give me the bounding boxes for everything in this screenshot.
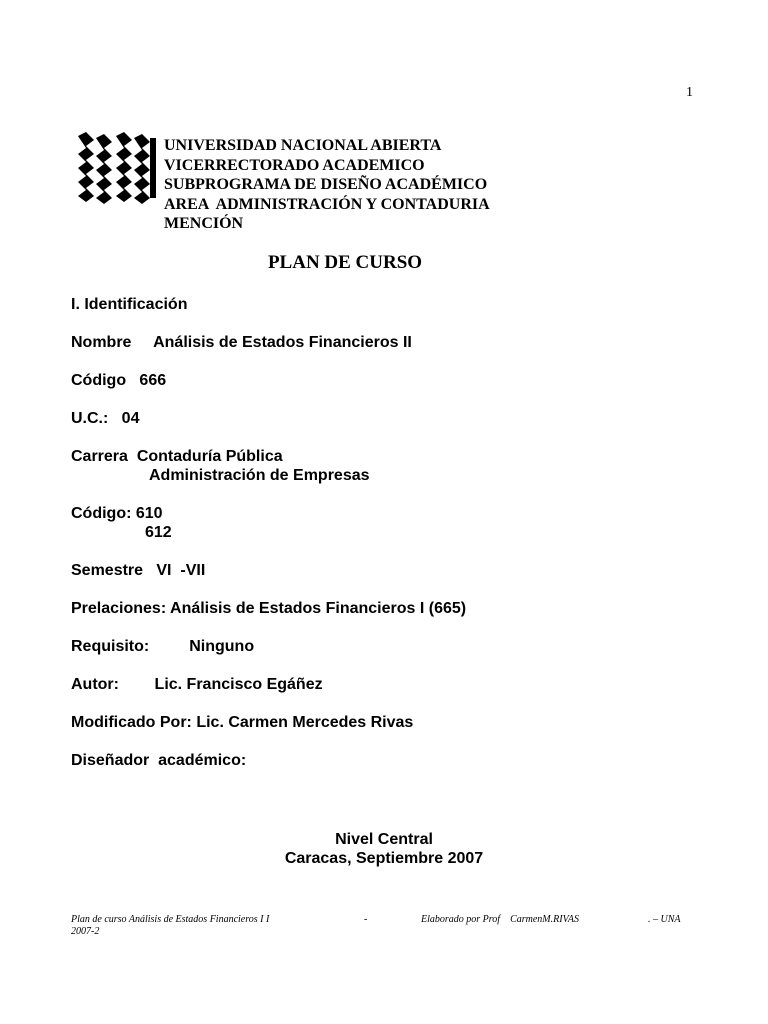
footer-middle: Elaborado por Prof CarmenM.RIVAS xyxy=(421,914,580,925)
field-prelaciones: Prelaciones: Análisis de Estados Financieros I (665) xyxy=(71,600,467,617)
field-semestre: Semestre VI -VII xyxy=(71,562,206,579)
header-line: UNIVERSIDAD NACIONAL ABIERTA xyxy=(164,137,442,154)
page-number: 1 xyxy=(686,85,693,100)
field-codigo-carrera-line2: 612 xyxy=(145,524,172,541)
location-line1: Nivel Central xyxy=(335,831,433,848)
field-uc: U.C.: 04 xyxy=(71,410,140,427)
field-disenador: Diseñador académico: xyxy=(71,752,247,769)
field-carrera: Carrera Contaduría Pública xyxy=(71,448,283,465)
footer-left: Plan de curso Análisis de Estados Financieros I I xyxy=(71,914,270,925)
header-line: MENCIÓN xyxy=(164,215,244,232)
field-requisito: Requisito: Ninguno xyxy=(71,638,255,655)
field-carrera-line2: Administración de Empresas xyxy=(149,467,370,484)
footer-dash: - xyxy=(364,914,368,925)
field-nombre: Nombre Análisis de Estados Financieros II xyxy=(71,334,412,351)
footer-right: . – UNA xyxy=(648,914,681,925)
section-heading: I. Identificación xyxy=(71,296,188,313)
header-line: VICERRECTORADO ACADEMICO xyxy=(164,156,425,174)
field-codigo-carrera: Código: 610 xyxy=(71,505,163,522)
field-modificado: Modificado Por: Lic. Carmen Mercedes Rivas xyxy=(71,714,414,731)
header-line: SUBPROGRAMA DE DISEÑO ACADÉMICO xyxy=(164,176,488,193)
institution-header xyxy=(164,136,490,234)
header-line: AREA ADMINISTRACIÓN Y CONTADURIA xyxy=(164,195,490,213)
field-autor: Autor: Lic. Francisco Egáñez xyxy=(71,676,323,693)
document-title: PLAN DE CURSO xyxy=(267,252,423,273)
field-codigo: Código 666 xyxy=(71,372,167,389)
footer-second-line: 2007-2 xyxy=(71,926,100,937)
location-line2: Caracas, Septiembre 2007 xyxy=(284,850,484,867)
university-logo-icon xyxy=(76,132,158,204)
